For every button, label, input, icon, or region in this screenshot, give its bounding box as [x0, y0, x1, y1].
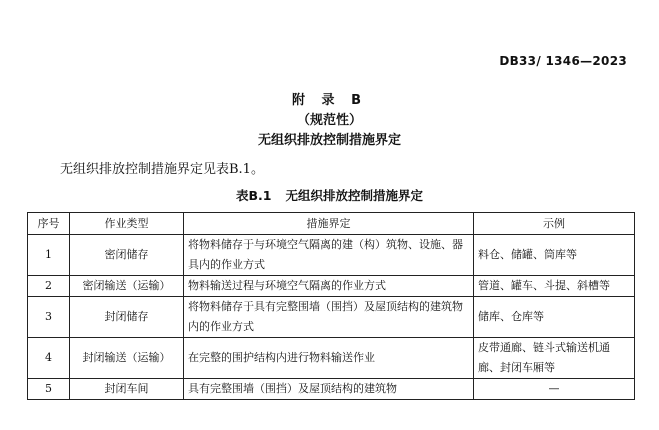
cell-definition: 具有完整围墙（围挡）及屋顶结构的建筑物	[184, 379, 474, 400]
cell-example: 皮带通廊、链斗式输送机通廊、封闭车厢等	[474, 338, 635, 379]
table-caption	[0, 186, 659, 204]
table-caption-title: 无组织排放控制措施界定	[285, 188, 423, 203]
cell-example: 管道、罐车、斗提、斜槽等	[474, 276, 635, 297]
column-header-no: 序号	[28, 213, 70, 235]
table-row	[28, 235, 635, 276]
cell-example: 储库、仓库等	[474, 297, 635, 338]
cell-type: 密闭输送（运输）	[70, 276, 184, 297]
cell-no: 3	[28, 297, 70, 338]
cell-definition: 将物料储存于与环境空气隔离的建（构）筑物、设施、器具内的作业方式	[184, 235, 474, 276]
column-header-definition: 措施界定	[184, 213, 474, 235]
cell-type: 封闭输送（运输）	[70, 338, 184, 379]
cell-definition: 物料输送过程与环境空气隔离的作业方式	[184, 276, 474, 297]
cell-example: —	[474, 379, 635, 400]
standard-code: DB33/ 1346—2023	[499, 54, 627, 68]
column-header-type: 作业类型	[70, 213, 184, 235]
appendix-nature: （规范性）	[296, 113, 362, 128]
table-row	[28, 379, 635, 400]
cell-type: 封闭车间	[70, 379, 184, 400]
cell-no: 2	[28, 276, 70, 297]
intro-paragraph: 无组织排放控制措施界定见表B.1。	[60, 162, 264, 177]
table-caption-number: 表B.1	[236, 188, 272, 203]
appendix-label: 附 录 B	[292, 93, 367, 108]
cell-type: 封闭储存	[70, 297, 184, 338]
cell-definition: 将物料储存于具有完整围墙（围挡）及屋顶结构的建筑物内的作业方式	[184, 297, 474, 338]
cell-no: 5	[28, 379, 70, 400]
cell-no: 4	[28, 338, 70, 379]
table-row	[28, 276, 635, 297]
measures-table	[27, 212, 635, 400]
cell-no: 1	[28, 235, 70, 276]
table-row	[28, 297, 635, 338]
table-header-row	[28, 213, 635, 235]
cell-type: 密闭储存	[70, 235, 184, 276]
table-row	[28, 338, 635, 379]
cell-example: 料仓、储罐、筒库等	[474, 235, 635, 276]
column-header-example: 示例	[474, 213, 635, 235]
appendix-title: 无组织排放控制措施界定	[257, 133, 401, 148]
cell-definition: 在完整的围护结构内进行物料输送作业	[184, 338, 474, 379]
